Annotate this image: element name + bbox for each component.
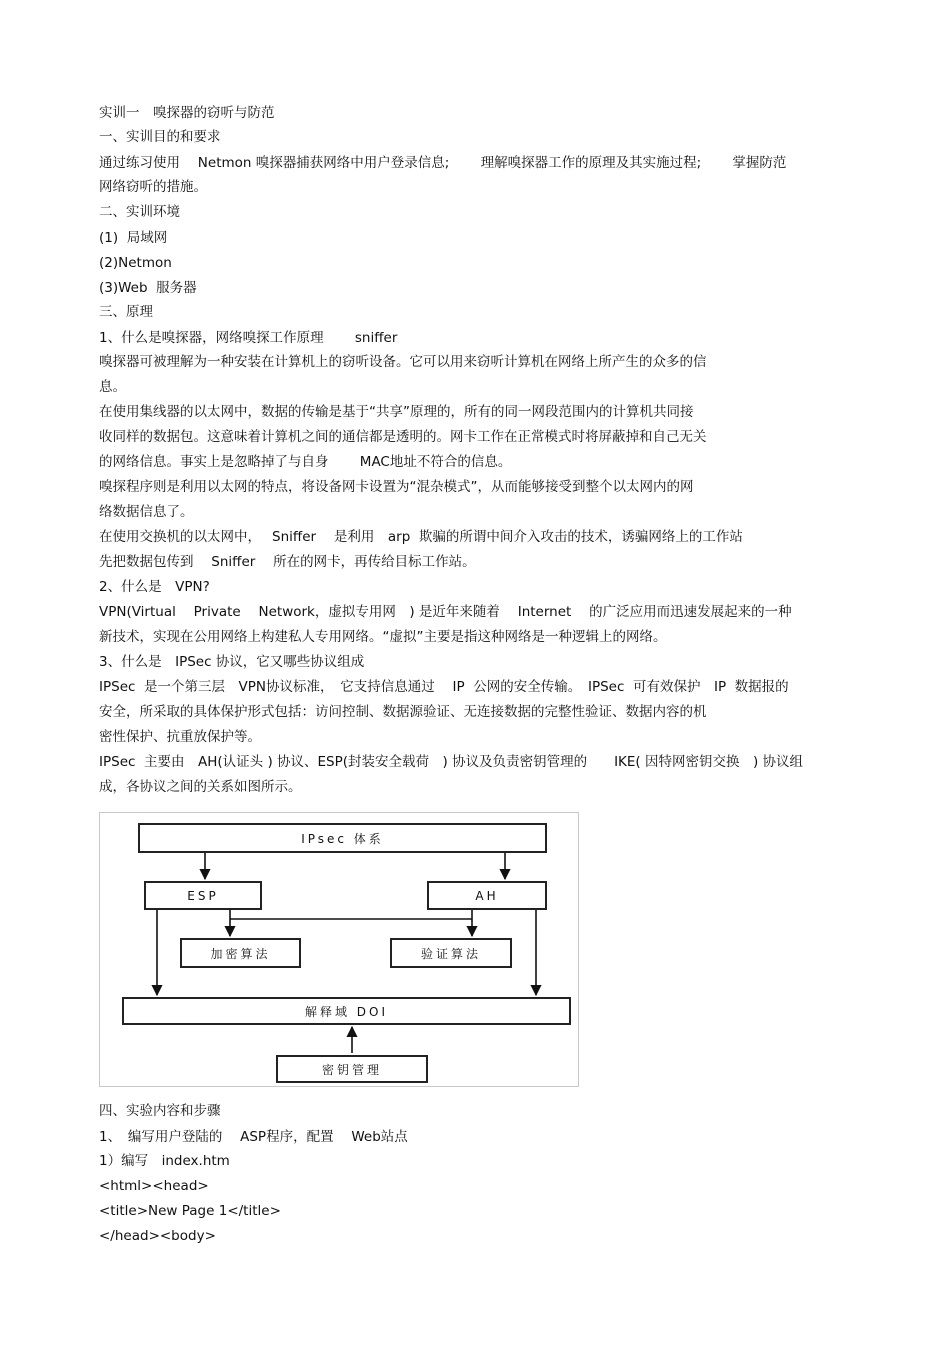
list-item: (2)Netmon — [99, 255, 172, 271]
list-item: (3)Web 服务器 — [99, 280, 197, 296]
doi-box — [122, 997, 571, 1025]
ipsec-architecture-diagram — [99, 812, 579, 1087]
paragraph-line: 成，各协议之间的关系如图所示。 — [99, 779, 302, 795]
authentication-algorithm-label: 验证算法 — [420, 946, 481, 961]
key-management-box — [276, 1055, 428, 1083]
paragraph-line: IPSec 是一个第三层 VPN协议标准， 它支持信息通过 IP 公网的安全传输。 IPSec 可有效保护 IP 数据报的 — [99, 679, 789, 695]
document-title: 实训一 嗅探器的窃听与防范 — [99, 105, 275, 121]
section-heading: 二、实训环境 — [99, 204, 180, 220]
ah-label: AH — [475, 888, 499, 903]
paragraph-line: 新技术，实现在公用网络上构建私人专用网络。“虚拟”主要是指这种网络是一种逻辑上的网络。 — [99, 629, 667, 645]
subheading: 1、 编写用户登陆的 ASP程序，配置 Web站点 — [99, 1129, 408, 1145]
subheading: 1、什么是嗅探器，网络嗅探工作原理 sniffer — [99, 330, 398, 346]
key-management-label: 密钥管理 — [321, 1062, 382, 1077]
paragraph-line: 先把数据包传到 Sniffer 所在的网卡，再传给目标工作站。 — [99, 554, 476, 570]
paragraph-line: 网络窃听的措施。 — [99, 179, 207, 195]
paragraph-line: 息。 — [99, 379, 126, 395]
encryption-algorithm-box — [180, 938, 301, 968]
paragraph-line: 密性保护、抗重放保护等。 — [99, 729, 261, 745]
section-heading: 三、原理 — [99, 304, 153, 320]
section-heading: 四、实验内容和步骤 — [99, 1103, 221, 1119]
paragraph-line: 收同样的数据包。这意味着计算机之间的通信都是透明的。网卡工作在正常模式时将屏蔽掉和自己无关 — [99, 429, 707, 445]
authentication-algorithm-box — [390, 938, 512, 968]
paragraph-line: 通过练习使用 Netmon 嗅探器捕获网络中用户登录信息; 理解嗅探器工作的原理及其实施过程; 掌握防范 — [99, 155, 787, 171]
subheading: 2、什么是 VPN? — [99, 579, 210, 595]
paragraph-line: 安全，所采取的具体保护形式包括：访问控制、数据源验证、无连接数据的完整性验证、数据内容的机 — [99, 704, 707, 720]
code-line: <title>New Page 1</title> — [99, 1203, 281, 1219]
ipsec-box — [138, 823, 547, 853]
esp-box — [144, 881, 262, 910]
code-line: </head><body> — [99, 1228, 216, 1244]
encryption-algorithm-label: 加密算法 — [210, 946, 271, 961]
paragraph-line: 1）编写 index.htm — [99, 1153, 230, 1169]
paragraph-line: 的网络信息。事实上是忽略掉了与自身 MAC地址不符合的信息。 — [99, 454, 512, 470]
ipsec-label: IPsec 体系 — [301, 831, 384, 846]
doi-label: 解释域 DOI — [304, 1004, 389, 1019]
section-heading: 一、实训目的和要求 — [99, 129, 221, 145]
paragraph-line: 嗅探器可被理解为一种安装在计算机上的窃听设备。它可以用来窃听计算机在网络上所产生的众多的信 — [99, 354, 707, 370]
ah-box — [427, 881, 547, 910]
paragraph-line: VPN(Virtual Private Network，虚拟专用网 ) 是近年来随着 Internet 的广泛应用而迅速发展起来的一种 — [99, 604, 792, 620]
paragraph-line: 在使用交换机的以太网中， Sniffer 是利用 arp 欺骗的所谓中间介入攻击的技术，诱骗网络上的工作站 — [99, 529, 743, 545]
paragraph-line: IPSec 主要由 AH(认证头 ) 协议、ESP(封装安全载荷 ) 协议及负责密钥管理的 IKE( 因特网密钥交换 ) 协议组 — [99, 754, 804, 770]
paragraph-line: 嗅探程序则是利用以太网的特点，将设备网卡设置为“混杂模式”，从而能够接受到整个以太网内的网 — [99, 479, 694, 495]
paragraph-line: 络数据信息了。 — [99, 504, 194, 520]
subheading: 3、什么是 IPSec 协议，它又哪些协议组成 — [99, 654, 365, 670]
code-line: <html><head> — [99, 1178, 209, 1194]
esp-label: ESP — [187, 888, 219, 903]
paragraph-line: 在使用集线器的以太网中，数据的传输是基于“共享”原理的，所有的同一网段范围内的计算机共同接 — [99, 404, 694, 420]
list-item: (1) 局域网 — [99, 230, 168, 246]
